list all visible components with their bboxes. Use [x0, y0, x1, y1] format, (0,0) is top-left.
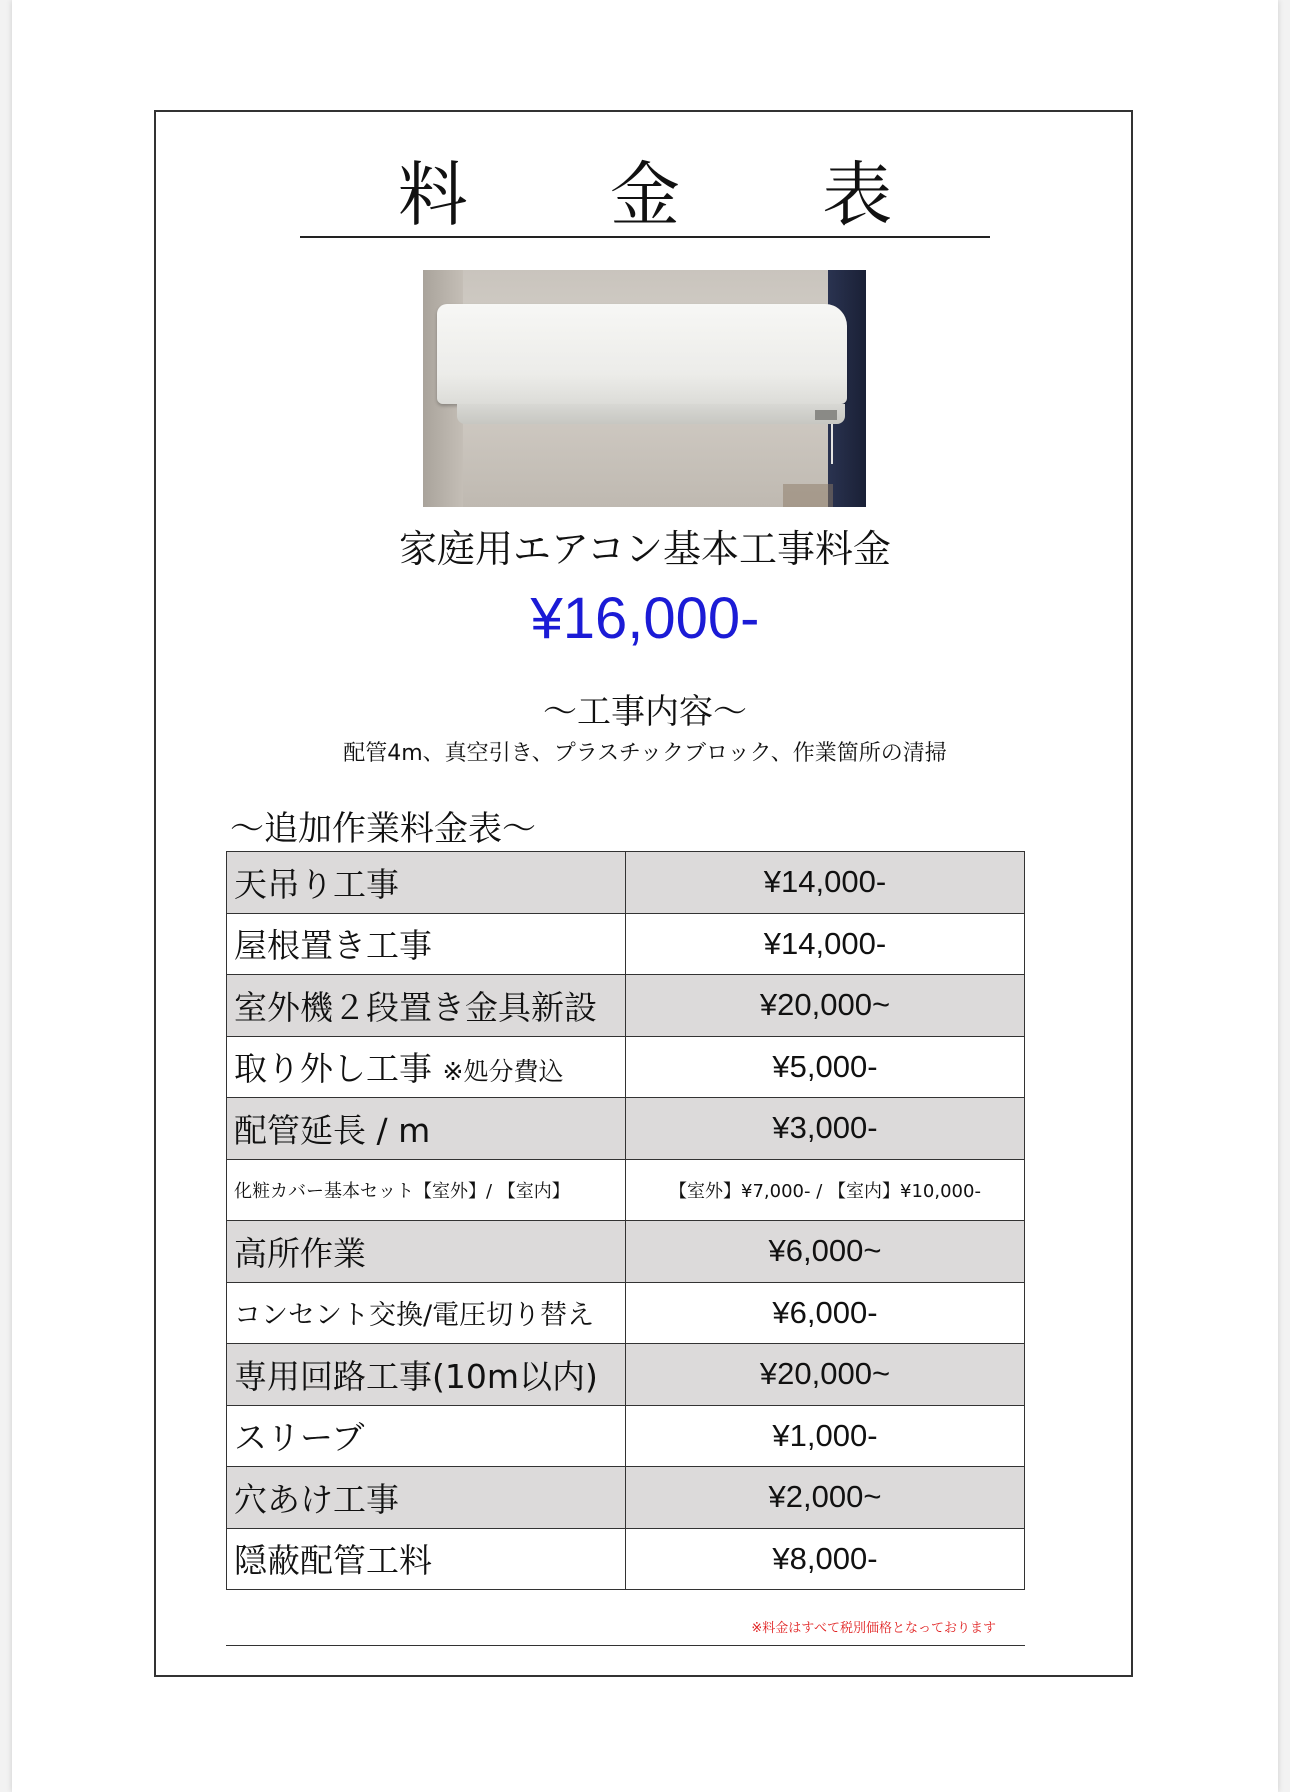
fee-price: ¥1,000- — [626, 1405, 1025, 1467]
title-underline — [300, 236, 990, 238]
table-row — [227, 1036, 1025, 1098]
table-row — [227, 913, 1025, 975]
fee-price: ¥2,000~ — [626, 1467, 1025, 1529]
work-contents-heading: 〜工事内容〜 — [543, 692, 747, 732]
table-row — [227, 1159, 1025, 1221]
fee-item-label: 取り外し工事 — [234, 1049, 432, 1089]
fee-price: ¥8,000- — [626, 1528, 1025, 1590]
fee-price: 【室外】¥7,000- / 【室内】¥10,000- — [626, 1159, 1025, 1221]
fee-item: 高所作業 — [227, 1221, 626, 1283]
base-service-title: 家庭用エアコン基本工事料金 — [398, 527, 892, 571]
fee-item: 屋根置き工事 — [227, 913, 626, 975]
bottom-divider — [226, 1645, 1025, 1646]
fee-price: ¥3,000- — [626, 1098, 1025, 1160]
air-conditioner-photo — [423, 270, 866, 507]
fee-item: 天吊り工事 — [227, 852, 626, 914]
table-row — [227, 1528, 1025, 1590]
fee-item: スリーブ — [227, 1405, 626, 1467]
fee-item: 室外機２段置き金具新設 — [227, 975, 626, 1037]
fee-price: ¥20,000~ — [626, 975, 1025, 1037]
fee-price: ¥14,000- — [626, 852, 1025, 914]
additional-fees-heading: 〜追加作業料金表〜 — [230, 809, 536, 849]
fee-item: 専用回路工事(10m以内) — [227, 1344, 626, 1406]
fee-item — [227, 1036, 626, 1098]
fee-price: ¥14,000- — [626, 913, 1025, 975]
fee-item-note: ※処分費込 — [442, 1057, 564, 1087]
page-title: 料 金 表 — [397, 154, 953, 236]
table-row — [227, 852, 1025, 914]
table-row — [227, 1344, 1025, 1406]
fee-price: ¥6,000~ — [626, 1221, 1025, 1283]
base-price: ¥16,000- — [530, 586, 760, 651]
fee-item: 隠蔽配管工料 — [227, 1528, 626, 1590]
fee-item: 穴あけ工事 — [227, 1467, 626, 1529]
fee-item: 配管延長 / m — [227, 1098, 626, 1160]
work-contents-text: 配管4m、真空引き、プラスチックブロック、作業箇所の清掃 — [343, 741, 947, 766]
fee-item: コンセント交換/電圧切り替え — [227, 1282, 626, 1344]
fee-price: ¥20,000~ — [626, 1344, 1025, 1406]
tax-note: ※料金はすべて税別価格となっております — [751, 1621, 996, 1636]
table-row — [227, 1221, 1025, 1283]
fee-price: ¥5,000- — [626, 1036, 1025, 1098]
table-row — [227, 1467, 1025, 1529]
table-row — [227, 975, 1025, 1037]
additional-fees-table — [226, 851, 1025, 1590]
fee-price: ¥6,000- — [626, 1282, 1025, 1344]
table-row — [227, 1098, 1025, 1160]
table-row — [227, 1405, 1025, 1467]
table-row — [227, 1282, 1025, 1344]
fee-item: 化粧カバー基本セット【室外】/ 【室内】 — [227, 1159, 626, 1221]
